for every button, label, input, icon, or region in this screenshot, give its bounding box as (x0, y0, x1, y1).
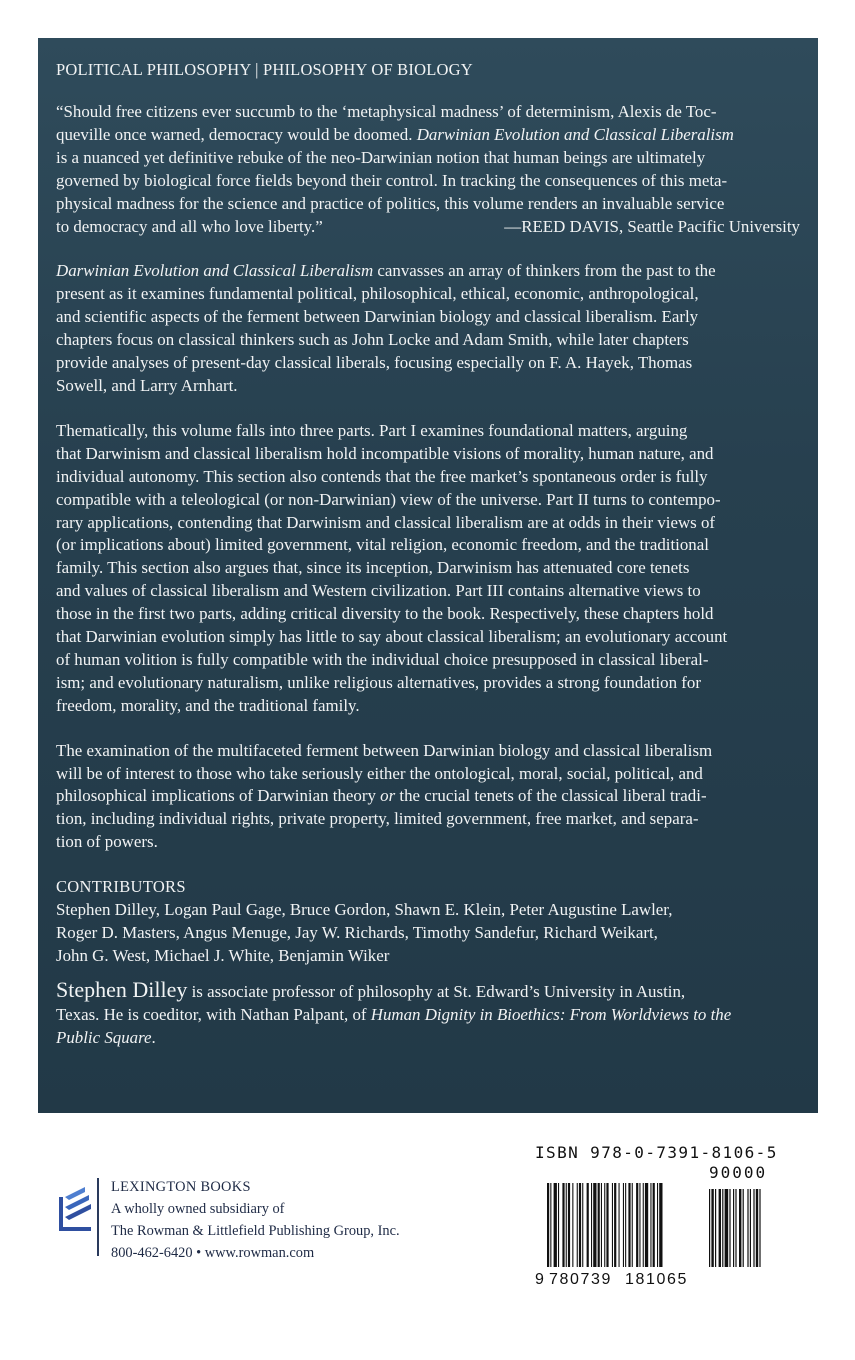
barcode-bar (547, 1183, 549, 1267)
barcode-bar (558, 1183, 559, 1267)
barcode-bar (572, 1183, 573, 1267)
price-addon-bar (715, 1189, 716, 1267)
ean-group-1: 780739 (549, 1271, 612, 1288)
price-code: 90000 (709, 1163, 768, 1182)
blurb-last-line: to democracy and all who love liberty.” —REED DAVIS, Seattle Pacific University (56, 216, 800, 239)
barcode-bar (554, 1183, 557, 1267)
contributors-line: Stephen Dilley, Logan Paul Gage, Bruce Gordon, Shawn E. Klein, Peter Augustine Lawler, (56, 899, 673, 919)
description-line: present as it examines fundamental political, philosophical, ethical, economic, anthropological, (56, 284, 699, 304)
lexington-books-logo-icon (55, 1175, 95, 1235)
barcode-bar (593, 1183, 596, 1267)
themes-line: and values of classical liberalism and Western civilization. Part III contains alternative views to (56, 581, 701, 601)
price-addon-bar (711, 1189, 713, 1267)
price-addon-bar (739, 1189, 741, 1267)
barcode-bar (636, 1183, 638, 1267)
description-line: Sowell, and Larry Arnhart. (56, 375, 238, 395)
examination-line: will be of interest to those who take seriously either the ontological, moral, social, political, and (56, 763, 703, 783)
themes-line: family. This section also argues that, since its inception, Darwinism has attenuated core tenets (56, 558, 690, 578)
examination-line: tion, including individual rights, private property, limited government, free market, and separa- (56, 809, 699, 829)
barcode-bar (601, 1183, 602, 1267)
price-addon-bar (750, 1189, 751, 1267)
barcode-bars (533, 1183, 783, 1273)
examination-line: tion of powers. (56, 832, 158, 852)
book-title-italic: Darwinian Evolution and Classical Liberalism (416, 124, 734, 144)
barcode-bar (591, 1183, 592, 1267)
contributors-line: John G. West, Michael J. White, Benjamin Wiker (56, 945, 390, 965)
examination-paragraph (56, 740, 800, 855)
barcode-bar (632, 1183, 633, 1267)
price-addon-bar (729, 1189, 730, 1267)
barcode-bar (587, 1183, 589, 1267)
barcode-bar (604, 1183, 605, 1267)
themes-line: rary applications, contending that Darwinism and classical liberalism are at odds in their views of (56, 512, 716, 532)
price-addon-bar (743, 1189, 744, 1267)
price-addon-bar (735, 1189, 736, 1267)
barcode-bar (612, 1183, 613, 1267)
barcode-bar (577, 1183, 578, 1267)
themes-line: freedom, morality, and the traditional family. (56, 695, 360, 715)
barcode-bar (653, 1183, 655, 1267)
description-line: and scientific aspects of the ferment between Darwinian biology and classical liberalism. Early (56, 307, 699, 327)
barcode-bar (623, 1183, 624, 1267)
themes-line: (or implications about) limited government, vital religion, economic freedom, and the traditional (56, 535, 709, 555)
publisher-line: A wholly owned subsidiary of (111, 1201, 285, 1217)
description-paragraph (56, 260, 800, 397)
contributors-heading: CONTRIBUTORS (56, 877, 186, 897)
author-name: Stephen Dilley (56, 977, 188, 1003)
author-bio-line: Public Square. (56, 1028, 156, 1048)
barcode-bar (643, 1183, 644, 1267)
contributors-section (56, 876, 800, 967)
barcode-bar (659, 1183, 662, 1267)
barcode-bar (639, 1183, 640, 1267)
barcode-bar (566, 1183, 567, 1267)
author-bio-line: Stephen Dilley is associate professor of philosophy at St. Edward’s University in Austin, (56, 977, 686, 1003)
price-addon-bar (756, 1189, 758, 1267)
barcode-bar (598, 1183, 600, 1267)
themes-line: of human volition is fully compatible with the individual choice presupposed in classical liberal- (56, 649, 709, 669)
description-line: chapters focus on classical thinkers such as John Locke and Adam Smith, while later chapters (56, 330, 689, 350)
description-line: provide analyses of present-day classical liberals, focusing especially on F. A. Hayek, Thomas (56, 353, 693, 373)
publisher-line: The Rowman & Littlefield Publishing Group, Inc. (111, 1223, 400, 1239)
barcode-bar (550, 1183, 551, 1267)
blurb-line: physical madness for the science and practice of politics, this volume renders an invaluable service (56, 193, 725, 213)
barcode-bar (562, 1183, 564, 1267)
barcode-bar (582, 1183, 583, 1267)
barcode-bar (628, 1183, 630, 1267)
themes-line: that Darwinism and classical liberalism hold incompatible visions of morality, human nature, and (56, 443, 714, 463)
blurb-line: “Should free citizens ever succumb to the ‘metaphysical madness’ of determinism, Alexis de Toc- (56, 102, 717, 121)
barcode-bar (650, 1183, 651, 1267)
barcode-bar (614, 1183, 616, 1267)
price-addon-bar (725, 1189, 729, 1267)
price-addon-bar (733, 1189, 734, 1267)
barcode-bar (579, 1183, 581, 1267)
themes-line: Thematically, this volume falls into three parts. Part I examines foundational matters, arguing (56, 420, 688, 440)
isbn-barcode (533, 1143, 783, 1293)
publisher-divider (97, 1178, 99, 1256)
price-addon-bar (722, 1189, 723, 1267)
examination-line: The examination of the multifaceted ferment between Darwinian biology and classical liberalism (56, 740, 713, 760)
price-addon-bar (709, 1189, 710, 1267)
themes-line: that Darwinian evolution simply has little to say about classical liberalism; an evolutionary account (56, 627, 728, 647)
barcode-bar (645, 1183, 648, 1267)
themes-line: ism; and evolutionary naturalism, unlike religious alternatives, provides a strong foundation for (56, 672, 701, 692)
ean-group-2: 181065 (625, 1271, 688, 1288)
themes-paragraph (56, 420, 800, 718)
barcode-bar (625, 1183, 626, 1267)
price-addon-bar (753, 1189, 754, 1267)
themes-line: those in the first two parts, adding critical diversity to the book. Respectively, these chapters hold (56, 604, 714, 624)
barcode-bar (657, 1183, 658, 1267)
endorsement-blurb (56, 101, 800, 238)
description-line: Darwinian Evolution and Classical Liberalism canvasses an array of thinkers from the past to the (56, 261, 716, 281)
blurb-line: queville once warned, democracy would be doomed. Darwinian Evolution and Classical Liberalism (56, 124, 734, 144)
book-title-italic: Darwinian Evolution and Classical Liberalism (56, 261, 374, 281)
back-cover-panel (38, 38, 818, 1113)
ean-first-digit: 9 (535, 1271, 544, 1288)
publisher-contact: 800-462-6420 • www.rowman.com (111, 1245, 315, 1261)
themes-line: individual autonomy. This section also contends that the free market’s spontaneous order is fully (56, 466, 708, 486)
author-bio (56, 979, 800, 1050)
barcode-bar (606, 1183, 608, 1267)
barcode-bar (568, 1183, 570, 1267)
blurb-attribution: —REED DAVIS, Seattle Pacific University (504, 216, 800, 236)
blurb-line: governed by biological force fields beyond their control. In tracking the consequences of this meta- (56, 170, 728, 190)
publisher-block (111, 1176, 400, 1264)
isbn-label: ISBN 978-0-7391-8106-5 (535, 1143, 778, 1162)
contributors-line: Roger D. Masters, Angus Menuge, Jay W. Richards, Timothy Sandefur, Richard Weikart, (56, 922, 658, 942)
author-bio-line: Texas. He is coeditor, with Nathan Palpant, of Human Dignity in Bioethics: From Worldviews to the (56, 1005, 732, 1025)
publisher-name: LEXINGTON BOOKS (111, 1179, 251, 1195)
barcode-bar (619, 1183, 620, 1267)
blurb-line: is a nuanced yet definitive rebuke of the neo-Darwinian notion that human beings are ultimately (56, 147, 706, 167)
price-addon-bar (759, 1189, 760, 1267)
price-addon-bar (747, 1189, 748, 1267)
examination-line: philosophical implications of Darwinian theory or the crucial tenets of the classical liberal tradi- (56, 786, 707, 806)
themes-line: compatible with a teleological (or non-Darwinian) view of the universe. Part II turns to contempo- (56, 489, 721, 509)
price-addon-bar (719, 1189, 721, 1267)
category-label: POLITICAL PHILOSOPHY | PHILOSOPHY OF BIOLOGY (56, 60, 473, 79)
